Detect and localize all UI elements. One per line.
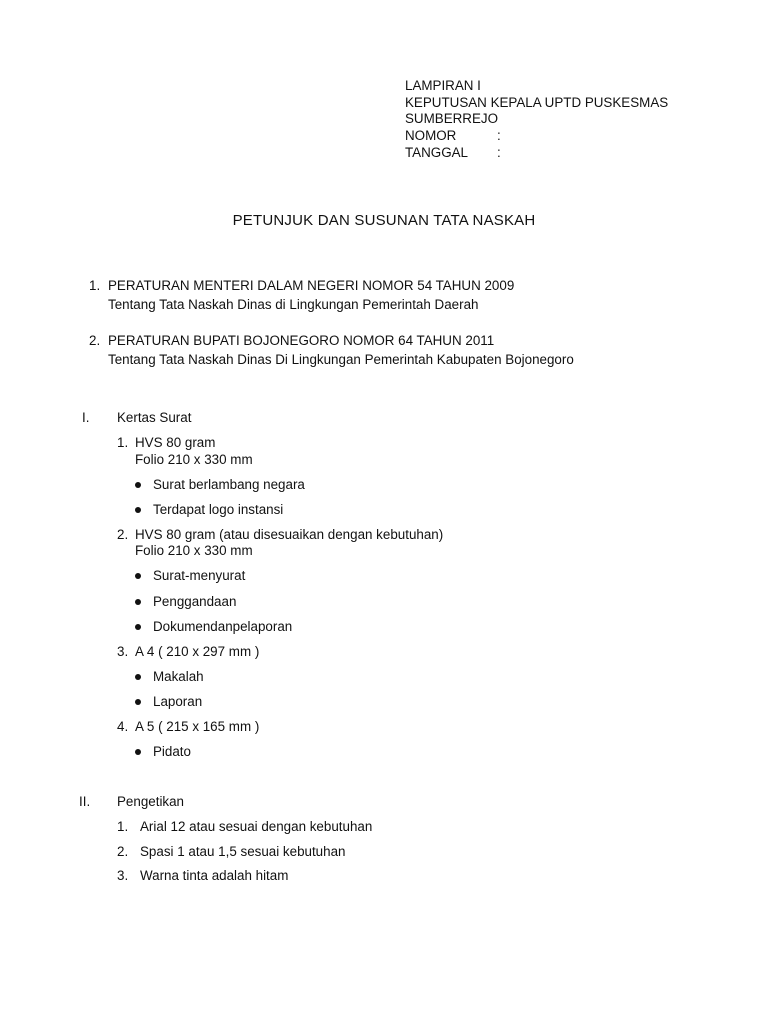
bullet-text: Makalah — [153, 669, 204, 684]
bullet-text: Laporan — [153, 694, 203, 709]
bullet-icon — [135, 699, 141, 705]
bullet-icon — [135, 482, 141, 488]
bullet-text: Penggandaan — [153, 594, 237, 609]
reference-title: PERATURAN MENTERI DALAM NEGERI NOMOR 54 TAHUN 2009 — [108, 278, 515, 293]
list-item-number: 1. — [117, 435, 129, 450]
list-item-number: 4. — [117, 719, 129, 734]
reference-subtitle: Tentang Tata Naskah Dinas Di Lingkungan Pemerintah Kabupaten Bojonegoro — [108, 352, 574, 367]
bullet-icon — [135, 507, 141, 513]
paper-size: Folio 210 x 330 mm — [135, 543, 253, 558]
list-item-number: 3. — [117, 868, 129, 883]
list-item-number: 1. — [117, 819, 129, 834]
list-item-text: Warna tinta adalah hitam — [140, 868, 289, 883]
bullet-text: Terdapat logo instansi — [153, 502, 284, 517]
bullet-icon — [135, 674, 141, 680]
paper-type: A 5 ( 215 x 165 mm ) — [135, 719, 260, 734]
bullet-text: Surat berlambang negara — [153, 477, 305, 492]
list-item-text: Spasi 1 atau 1,5 sesuai kebutuhan — [140, 844, 346, 859]
section-heading: Kertas Surat — [117, 410, 192, 425]
bullet-icon — [135, 599, 141, 605]
section-roman-numeral: I. — [82, 410, 90, 425]
reference-number: 2. — [89, 333, 101, 348]
paper-type: HVS 80 gram — [135, 435, 216, 450]
paper-type: A 4 ( 210 x 297 mm ) — [135, 644, 260, 659]
bullet-icon — [135, 624, 141, 630]
list-item-number: 3. — [117, 644, 129, 659]
section-heading: Pengetikan — [117, 794, 185, 809]
paper-size: Folio 210 x 330 mm — [135, 452, 253, 467]
tanggal-label: TANGGAL — [405, 145, 468, 160]
nomor-colon: : — [497, 128, 501, 143]
bullet-text: Surat-menyurat — [153, 568, 246, 583]
reference-subtitle: Tentang Tata Naskah Dinas di Lingkungan Pemerintah Daerah — [108, 297, 479, 312]
bullet-text: Pidato — [153, 744, 191, 759]
bullet-icon — [135, 749, 141, 755]
decree-institution: SUMBERREJO — [405, 111, 499, 126]
document-title: PETUNJUK DAN SUSUNAN TATA NASKAH — [232, 212, 536, 229]
list-item-text: Arial 12 atau sesuai dengan kebutuhan — [140, 819, 373, 834]
attachment-label: LAMPIRAN I — [405, 78, 481, 93]
reference-number: 1. — [89, 278, 101, 293]
bullet-text: Dokumendanpelaporan — [153, 619, 293, 634]
nomor-label: NOMOR — [405, 128, 457, 143]
decree-title: KEPUTUSAN KEPALA UPTD PUSKESMAS — [405, 95, 669, 110]
section-roman-numeral: II. — [79, 794, 91, 809]
list-item-number: 2. — [117, 844, 129, 859]
reference-title: PERATURAN BUPATI BOJONEGORO NOMOR 64 TAHUN 2011 — [108, 333, 495, 348]
bullet-icon — [135, 573, 141, 579]
list-item-number: 2. — [117, 527, 129, 542]
paper-type: HVS 80 gram (atau disesuaikan dengan kebutuhan) — [135, 527, 444, 542]
tanggal-colon: : — [497, 145, 501, 160]
